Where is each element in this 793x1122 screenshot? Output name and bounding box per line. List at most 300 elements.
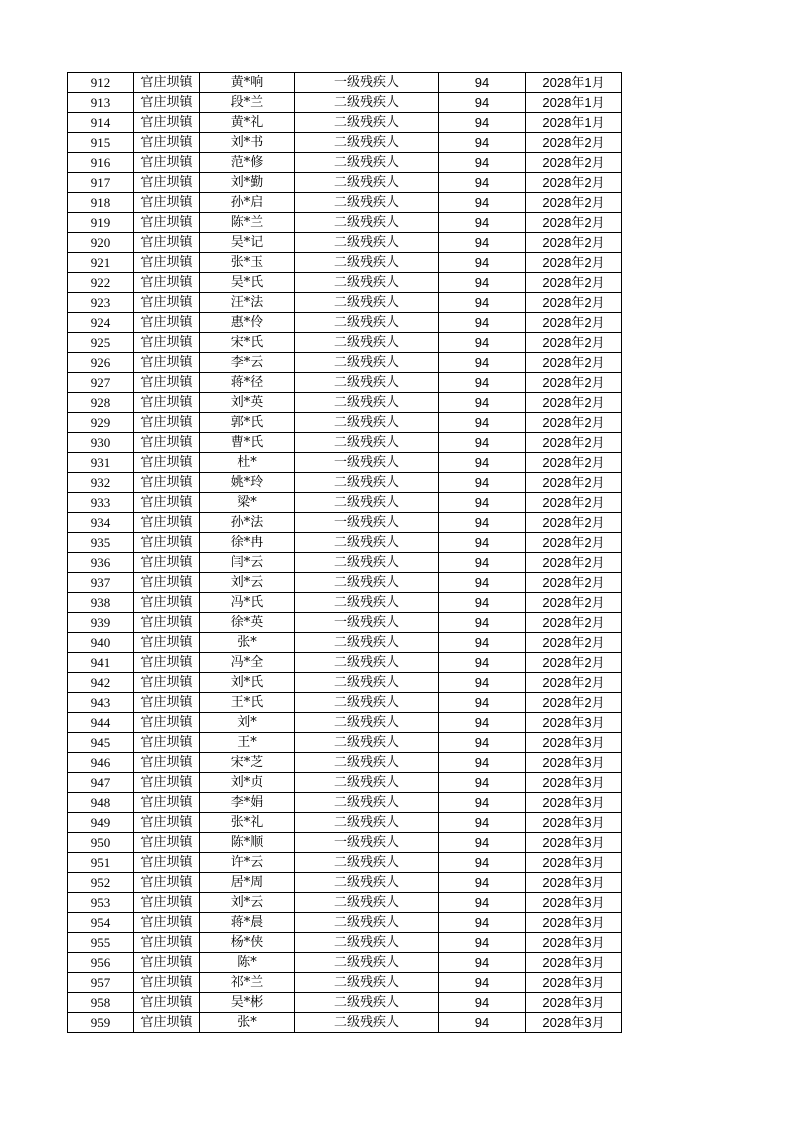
amount-cell: 94 — [439, 233, 526, 253]
person-name-cell: 吴*氏 — [200, 273, 295, 293]
table-row — [68, 773, 622, 793]
amount-cell: 94 — [439, 573, 526, 593]
date-cell: 2028年2月 — [526, 473, 622, 493]
row-number-cell: 924 — [68, 313, 134, 333]
person-name-cell: 许*云 — [200, 853, 295, 873]
row-number-cell: 957 — [68, 973, 134, 993]
disability-grade-cell: 二级残疾人 — [295, 133, 439, 153]
date-cell: 2028年1月 — [526, 113, 622, 133]
person-name-cell: 刘*氏 — [200, 673, 295, 693]
table-row — [68, 853, 622, 873]
row-number-cell: 939 — [68, 613, 134, 633]
table-row — [68, 833, 622, 853]
person-name-cell: 刘*书 — [200, 133, 295, 153]
row-number-cell: 951 — [68, 853, 134, 873]
row-number-cell: 954 — [68, 913, 134, 933]
date-cell: 2028年2月 — [526, 453, 622, 473]
disability-grade-cell: 二级残疾人 — [295, 573, 439, 593]
date-cell: 2028年2月 — [526, 153, 622, 173]
row-number-cell: 932 — [68, 473, 134, 493]
person-name-cell: 吴*彬 — [200, 993, 295, 1013]
date-cell: 2028年2月 — [526, 313, 622, 333]
row-number-cell: 929 — [68, 413, 134, 433]
disability-grade-cell: 二级残疾人 — [295, 733, 439, 753]
disability-grade-cell: 二级残疾人 — [295, 493, 439, 513]
row-number-cell: 952 — [68, 873, 134, 893]
amount-cell: 94 — [439, 813, 526, 833]
town-cell: 官庄坝镇 — [134, 593, 200, 613]
amount-cell: 94 — [439, 713, 526, 733]
table-row — [68, 73, 622, 93]
row-number-cell: 921 — [68, 253, 134, 273]
date-cell: 2028年2月 — [526, 173, 622, 193]
person-name-cell: 吴*记 — [200, 233, 295, 253]
person-name-cell: 段*兰 — [200, 93, 295, 113]
town-cell: 官庄坝镇 — [134, 373, 200, 393]
date-cell: 2028年3月 — [526, 893, 622, 913]
row-number-cell: 943 — [68, 693, 134, 713]
town-cell: 官庄坝镇 — [134, 773, 200, 793]
amount-cell: 94 — [439, 93, 526, 113]
date-cell: 2028年2月 — [526, 593, 622, 613]
disability-grade-cell: 二级残疾人 — [295, 813, 439, 833]
amount-cell: 94 — [439, 553, 526, 573]
town-cell: 官庄坝镇 — [134, 473, 200, 493]
person-name-cell: 闫*云 — [200, 553, 295, 573]
amount-cell: 94 — [439, 293, 526, 313]
town-cell: 官庄坝镇 — [134, 493, 200, 513]
amount-cell: 94 — [439, 533, 526, 553]
disability-grade-cell: 二级残疾人 — [295, 953, 439, 973]
table-row — [68, 233, 622, 253]
amount-cell: 94 — [439, 313, 526, 333]
amount-cell: 94 — [439, 173, 526, 193]
person-name-cell: 李*云 — [200, 353, 295, 373]
person-name-cell: 陈*兰 — [200, 213, 295, 233]
disability-grade-cell: 二级残疾人 — [295, 913, 439, 933]
town-cell: 官庄坝镇 — [134, 113, 200, 133]
date-cell: 2028年2月 — [526, 193, 622, 213]
person-name-cell: 蒋*晨 — [200, 913, 295, 933]
disability-grade-cell: 二级残疾人 — [295, 333, 439, 353]
table-row — [68, 193, 622, 213]
table-row — [68, 893, 622, 913]
table-row — [68, 713, 622, 733]
date-cell: 2028年2月 — [526, 213, 622, 233]
town-cell: 官庄坝镇 — [134, 273, 200, 293]
table-row — [68, 753, 622, 773]
disability-grade-cell: 一级残疾人 — [295, 453, 439, 473]
person-name-cell: 陈* — [200, 953, 295, 973]
date-cell: 2028年3月 — [526, 993, 622, 1013]
table-row — [68, 933, 622, 953]
row-number-cell: 923 — [68, 293, 134, 313]
person-name-cell: 姚*玲 — [200, 473, 295, 493]
row-number-cell: 941 — [68, 653, 134, 673]
disability-grade-cell: 二级残疾人 — [295, 113, 439, 133]
date-cell: 2028年2月 — [526, 673, 622, 693]
town-cell: 官庄坝镇 — [134, 673, 200, 693]
table-row — [68, 253, 622, 273]
person-name-cell: 汪*法 — [200, 293, 295, 313]
amount-cell: 94 — [439, 913, 526, 933]
disability-grade-cell: 二级残疾人 — [295, 993, 439, 1013]
town-cell: 官庄坝镇 — [134, 193, 200, 213]
town-cell: 官庄坝镇 — [134, 633, 200, 653]
row-number-cell: 915 — [68, 133, 134, 153]
disability-grade-cell: 二级残疾人 — [295, 473, 439, 493]
disability-grade-cell: 一级残疾人 — [295, 613, 439, 633]
date-cell: 2028年2月 — [526, 413, 622, 433]
person-name-cell: 徐*英 — [200, 613, 295, 633]
amount-cell: 94 — [439, 833, 526, 853]
amount-cell: 94 — [439, 633, 526, 653]
town-cell: 官庄坝镇 — [134, 73, 200, 93]
date-cell: 2028年3月 — [526, 713, 622, 733]
amount-cell: 94 — [439, 253, 526, 273]
date-cell: 2028年2月 — [526, 393, 622, 413]
amount-cell: 94 — [439, 433, 526, 453]
table-row — [68, 633, 622, 653]
disability-grade-cell: 二级残疾人 — [295, 293, 439, 313]
disability-grade-cell: 二级残疾人 — [295, 393, 439, 413]
row-number-cell: 958 — [68, 993, 134, 1013]
amount-cell: 94 — [439, 853, 526, 873]
person-name-cell: 范*修 — [200, 153, 295, 173]
row-number-cell: 949 — [68, 813, 134, 833]
row-number-cell: 920 — [68, 233, 134, 253]
table-row — [68, 93, 622, 113]
table-row — [68, 913, 622, 933]
person-name-cell: 徐*冉 — [200, 533, 295, 553]
date-cell: 2028年3月 — [526, 773, 622, 793]
table-row — [68, 393, 622, 413]
amount-cell: 94 — [439, 933, 526, 953]
table-row — [68, 493, 622, 513]
town-cell: 官庄坝镇 — [134, 133, 200, 153]
town-cell: 官庄坝镇 — [134, 713, 200, 733]
disability-grade-cell: 二级残疾人 — [295, 853, 439, 873]
table-row — [68, 513, 622, 533]
person-name-cell: 蒋*径 — [200, 373, 295, 393]
table-row — [68, 573, 622, 593]
town-cell: 官庄坝镇 — [134, 453, 200, 473]
person-name-cell: 祁*兰 — [200, 973, 295, 993]
table-row — [68, 653, 622, 673]
person-name-cell: 张*礼 — [200, 813, 295, 833]
person-name-cell: 张* — [200, 1013, 295, 1033]
row-number-cell: 919 — [68, 213, 134, 233]
table-row — [68, 433, 622, 453]
amount-cell: 94 — [439, 993, 526, 1013]
date-cell: 2028年2月 — [526, 533, 622, 553]
disability-grade-cell: 二级残疾人 — [295, 873, 439, 893]
amount-cell: 94 — [439, 413, 526, 433]
person-name-cell: 刘* — [200, 713, 295, 733]
disability-grade-cell: 二级残疾人 — [295, 313, 439, 333]
amount-cell: 94 — [439, 753, 526, 773]
table-row — [68, 953, 622, 973]
row-number-cell: 916 — [68, 153, 134, 173]
amount-cell: 94 — [439, 953, 526, 973]
date-cell: 2028年2月 — [526, 373, 622, 393]
person-name-cell: 居*周 — [200, 873, 295, 893]
amount-cell: 94 — [439, 213, 526, 233]
date-cell: 2028年2月 — [526, 133, 622, 153]
disability-grade-cell: 二级残疾人 — [295, 753, 439, 773]
date-cell: 2028年2月 — [526, 653, 622, 673]
date-cell: 2028年2月 — [526, 293, 622, 313]
town-cell: 官庄坝镇 — [134, 313, 200, 333]
town-cell: 官庄坝镇 — [134, 973, 200, 993]
table-body — [68, 73, 622, 1033]
disability-grade-cell: 一级残疾人 — [295, 513, 439, 533]
town-cell: 官庄坝镇 — [134, 913, 200, 933]
date-cell: 2028年3月 — [526, 933, 622, 953]
person-name-cell: 王* — [200, 733, 295, 753]
person-name-cell: 曹*氏 — [200, 433, 295, 453]
person-name-cell: 郭*氏 — [200, 413, 295, 433]
subsidy-roster-table — [67, 72, 622, 1033]
person-name-cell: 黄*礼 — [200, 113, 295, 133]
date-cell: 2028年2月 — [526, 333, 622, 353]
amount-cell: 94 — [439, 733, 526, 753]
row-number-cell: 947 — [68, 773, 134, 793]
town-cell: 官庄坝镇 — [134, 513, 200, 533]
row-number-cell: 922 — [68, 273, 134, 293]
disability-grade-cell: 二级残疾人 — [295, 533, 439, 553]
row-number-cell: 953 — [68, 893, 134, 913]
person-name-cell: 宋*氏 — [200, 333, 295, 353]
table-row — [68, 973, 622, 993]
table-row — [68, 413, 622, 433]
disability-grade-cell: 二级残疾人 — [295, 773, 439, 793]
date-cell: 2028年3月 — [526, 1013, 622, 1033]
table-row — [68, 533, 622, 553]
row-number-cell: 948 — [68, 793, 134, 813]
row-number-cell: 933 — [68, 493, 134, 513]
table-row — [68, 313, 622, 333]
disability-grade-cell: 二级残疾人 — [295, 1013, 439, 1033]
amount-cell: 94 — [439, 333, 526, 353]
town-cell: 官庄坝镇 — [134, 153, 200, 173]
person-name-cell: 孙*启 — [200, 193, 295, 213]
person-name-cell: 李*娟 — [200, 793, 295, 813]
person-name-cell: 冯*全 — [200, 653, 295, 673]
person-name-cell: 刘*云 — [200, 893, 295, 913]
amount-cell: 94 — [439, 593, 526, 613]
disability-grade-cell: 二级残疾人 — [295, 673, 439, 693]
row-number-cell: 944 — [68, 713, 134, 733]
town-cell: 官庄坝镇 — [134, 813, 200, 833]
person-name-cell: 梁* — [200, 493, 295, 513]
table-row — [68, 673, 622, 693]
person-name-cell: 刘*勤 — [200, 173, 295, 193]
date-cell: 2028年2月 — [526, 513, 622, 533]
amount-cell: 94 — [439, 273, 526, 293]
town-cell: 官庄坝镇 — [134, 933, 200, 953]
town-cell: 官庄坝镇 — [134, 893, 200, 913]
table-row — [68, 373, 622, 393]
table-row — [68, 353, 622, 373]
table-row — [68, 693, 622, 713]
date-cell: 2028年3月 — [526, 753, 622, 773]
amount-cell: 94 — [439, 613, 526, 633]
table-row — [68, 273, 622, 293]
amount-cell: 94 — [439, 693, 526, 713]
disability-grade-cell: 一级残疾人 — [295, 833, 439, 853]
town-cell: 官庄坝镇 — [134, 553, 200, 573]
amount-cell: 94 — [439, 653, 526, 673]
row-number-cell: 935 — [68, 533, 134, 553]
town-cell: 官庄坝镇 — [134, 93, 200, 113]
amount-cell: 94 — [439, 73, 526, 93]
row-number-cell: 912 — [68, 73, 134, 93]
date-cell: 2028年2月 — [526, 233, 622, 253]
amount-cell: 94 — [439, 773, 526, 793]
town-cell: 官庄坝镇 — [134, 293, 200, 313]
row-number-cell: 934 — [68, 513, 134, 533]
row-number-cell: 950 — [68, 833, 134, 853]
amount-cell: 94 — [439, 513, 526, 533]
town-cell: 官庄坝镇 — [134, 953, 200, 973]
town-cell: 官庄坝镇 — [134, 733, 200, 753]
town-cell: 官庄坝镇 — [134, 853, 200, 873]
table-row — [68, 873, 622, 893]
date-cell: 2028年1月 — [526, 73, 622, 93]
date-cell: 2028年2月 — [526, 573, 622, 593]
amount-cell: 94 — [439, 113, 526, 133]
person-name-cell: 陈*顺 — [200, 833, 295, 853]
table-row — [68, 213, 622, 233]
town-cell: 官庄坝镇 — [134, 333, 200, 353]
amount-cell: 94 — [439, 973, 526, 993]
row-number-cell: 930 — [68, 433, 134, 453]
disability-grade-cell: 二级残疾人 — [295, 413, 439, 433]
table-row — [68, 613, 622, 633]
date-cell: 2028年3月 — [526, 913, 622, 933]
town-cell: 官庄坝镇 — [134, 413, 200, 433]
table-row — [68, 993, 622, 1013]
disability-grade-cell: 二级残疾人 — [295, 193, 439, 213]
amount-cell: 94 — [439, 1013, 526, 1033]
table-row — [68, 133, 622, 153]
amount-cell: 94 — [439, 873, 526, 893]
table-row — [68, 293, 622, 313]
disability-grade-cell: 二级残疾人 — [295, 213, 439, 233]
person-name-cell: 张*玉 — [200, 253, 295, 273]
date-cell: 2028年2月 — [526, 693, 622, 713]
date-cell: 2028年3月 — [526, 733, 622, 753]
amount-cell: 94 — [439, 353, 526, 373]
person-name-cell: 刘*云 — [200, 573, 295, 593]
disability-grade-cell: 二级残疾人 — [295, 793, 439, 813]
amount-cell: 94 — [439, 793, 526, 813]
town-cell: 官庄坝镇 — [134, 993, 200, 1013]
town-cell: 官庄坝镇 — [134, 1013, 200, 1033]
table-row — [68, 153, 622, 173]
town-cell: 官庄坝镇 — [134, 793, 200, 813]
date-cell: 2028年2月 — [526, 613, 622, 633]
disability-grade-cell: 二级残疾人 — [295, 633, 439, 653]
disability-grade-cell: 二级残疾人 — [295, 693, 439, 713]
date-cell: 2028年2月 — [526, 433, 622, 453]
amount-cell: 94 — [439, 153, 526, 173]
amount-cell: 94 — [439, 493, 526, 513]
row-number-cell: 955 — [68, 933, 134, 953]
amount-cell: 94 — [439, 673, 526, 693]
row-number-cell: 931 — [68, 453, 134, 473]
disability-grade-cell: 二级残疾人 — [295, 353, 439, 373]
row-number-cell: 913 — [68, 93, 134, 113]
table-row — [68, 1013, 622, 1033]
town-cell: 官庄坝镇 — [134, 173, 200, 193]
disability-grade-cell: 二级残疾人 — [295, 233, 439, 253]
amount-cell: 94 — [439, 393, 526, 413]
town-cell: 官庄坝镇 — [134, 873, 200, 893]
table-row — [68, 593, 622, 613]
town-cell: 官庄坝镇 — [134, 573, 200, 593]
row-number-cell: 942 — [68, 673, 134, 693]
town-cell: 官庄坝镇 — [134, 233, 200, 253]
amount-cell: 94 — [439, 193, 526, 213]
disability-grade-cell: 二级残疾人 — [295, 933, 439, 953]
person-name-cell: 孙*法 — [200, 513, 295, 533]
row-number-cell: 945 — [68, 733, 134, 753]
disability-grade-cell: 二级残疾人 — [295, 973, 439, 993]
person-name-cell: 黄*响 — [200, 73, 295, 93]
table-row — [68, 113, 622, 133]
row-number-cell: 936 — [68, 553, 134, 573]
town-cell: 官庄坝镇 — [134, 353, 200, 373]
disability-grade-cell: 二级残疾人 — [295, 373, 439, 393]
town-cell: 官庄坝镇 — [134, 653, 200, 673]
town-cell: 官庄坝镇 — [134, 393, 200, 413]
row-number-cell: 940 — [68, 633, 134, 653]
date-cell: 2028年3月 — [526, 833, 622, 853]
disability-grade-cell: 二级残疾人 — [295, 713, 439, 733]
date-cell: 2028年3月 — [526, 853, 622, 873]
town-cell: 官庄坝镇 — [134, 693, 200, 713]
town-cell: 官庄坝镇 — [134, 433, 200, 453]
person-name-cell: 杨*侠 — [200, 933, 295, 953]
table-row — [68, 473, 622, 493]
date-cell: 2028年3月 — [526, 953, 622, 973]
disability-grade-cell: 二级残疾人 — [295, 433, 439, 453]
row-number-cell: 926 — [68, 353, 134, 373]
date-cell: 2028年2月 — [526, 353, 622, 373]
row-number-cell: 959 — [68, 1013, 134, 1033]
disability-grade-cell: 二级残疾人 — [295, 173, 439, 193]
row-number-cell: 927 — [68, 373, 134, 393]
person-name-cell: 惠*伶 — [200, 313, 295, 333]
disability-grade-cell: 二级残疾人 — [295, 593, 439, 613]
date-cell: 2028年2月 — [526, 553, 622, 573]
disability-grade-cell: 二级残疾人 — [295, 893, 439, 913]
date-cell: 2028年3月 — [526, 793, 622, 813]
date-cell: 2028年1月 — [526, 93, 622, 113]
date-cell: 2028年3月 — [526, 973, 622, 993]
table-row — [68, 173, 622, 193]
person-name-cell: 刘*英 — [200, 393, 295, 413]
date-cell: 2028年3月 — [526, 873, 622, 893]
date-cell: 2028年3月 — [526, 813, 622, 833]
date-cell: 2028年2月 — [526, 633, 622, 653]
person-name-cell: 张* — [200, 633, 295, 653]
town-cell: 官庄坝镇 — [134, 253, 200, 273]
disability-grade-cell: 二级残疾人 — [295, 653, 439, 673]
row-number-cell: 928 — [68, 393, 134, 413]
